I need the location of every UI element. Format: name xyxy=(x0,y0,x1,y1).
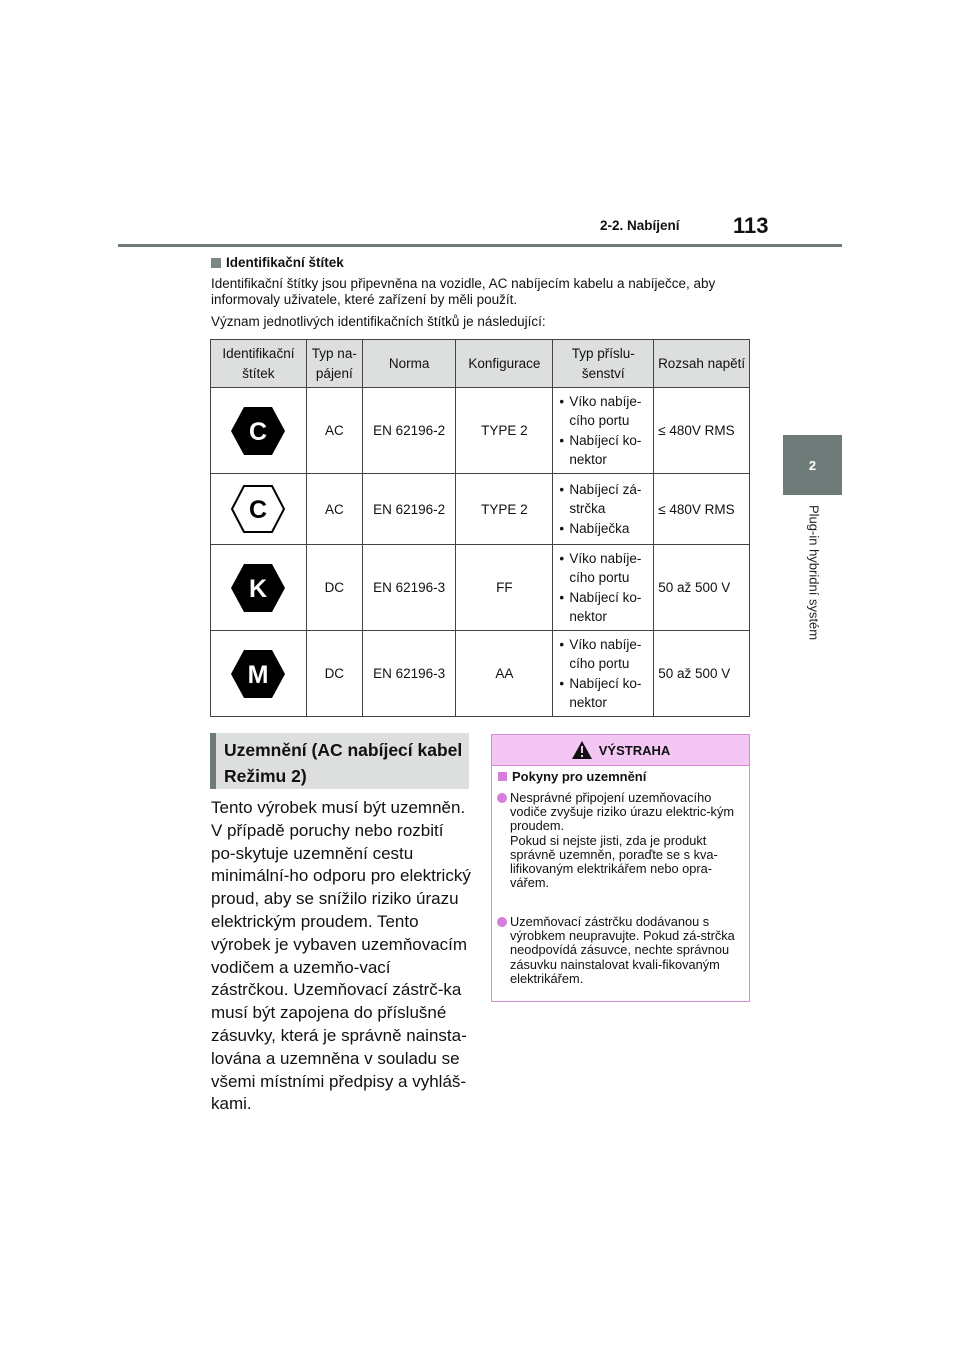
warning-box xyxy=(491,734,750,1002)
warning-label: VÝSTRAHA xyxy=(598,742,671,758)
col-header: Typ na-pájení xyxy=(306,340,362,388)
label-cell xyxy=(211,474,307,545)
power-cell: DC xyxy=(306,545,362,631)
accessory-cell xyxy=(553,474,654,545)
col-header: Konfigurace xyxy=(456,340,553,388)
norm-cell: EN 62196-3 xyxy=(362,545,456,631)
accessory-cell xyxy=(553,545,654,631)
accessory-item: • Nabíjecí ko-nektor xyxy=(559,588,653,627)
accessory-cell xyxy=(553,388,654,474)
round-bullet-icon xyxy=(497,793,507,803)
warning-item xyxy=(510,791,746,890)
table-header-row xyxy=(211,340,750,388)
warning-item xyxy=(510,915,746,986)
hexagon-k-filled-icon xyxy=(230,562,286,614)
range-cell: ≤ 480V RMS xyxy=(654,474,750,545)
power-cell: DC xyxy=(306,631,362,717)
table-row xyxy=(211,388,750,474)
warning-item-text: Uzemňovací zástrčku dodávanou s výrobkem neupravujte. Pokud zá-strčka neodpovídá zásuvce, nechte správnou zásuvku nainstalovat kvali-fikovaným elektrikářem. xyxy=(510,914,735,986)
col-header: Identifikační štítek xyxy=(211,340,307,388)
accessory-cell xyxy=(553,631,654,717)
label-cell xyxy=(211,545,307,631)
hexagon-m-filled-icon xyxy=(230,648,286,700)
label-letter: C xyxy=(249,417,268,446)
power-cell: AC xyxy=(306,388,362,474)
config-cell: TYPE 2 xyxy=(456,474,553,545)
config-cell: AA xyxy=(456,631,553,717)
page-number: 113 xyxy=(733,213,769,238)
section-label: 2-2. Nabíjení xyxy=(600,218,680,233)
range-cell: 50 až 500 V xyxy=(654,545,750,631)
intro-text: Identifikační štítky jsou připevněna na vozidle, AC nabíjecím kabelu a nabíječce, aby informovaly uživatele, které zařízení by měli použít. xyxy=(211,276,716,307)
norm-cell: EN 62196-2 xyxy=(362,388,456,474)
power-cell: AC xyxy=(306,474,362,545)
warning-subheading xyxy=(498,769,646,784)
chapter-title-text: Plug-in hybridní systém xyxy=(806,505,822,641)
warning-item-text: Nesprávné připojení uzemňovacího vodiče zvyšuje riziko úrazu elektric-kým proudem. xyxy=(510,790,735,834)
square-bullet-icon xyxy=(211,258,221,268)
meaning-text: Význam jednotlivých identifikačních štítků je následující: xyxy=(211,314,546,329)
grounding-title-line2: Režimu 2) xyxy=(224,766,307,786)
accessory-item: • Víko nabíje-cího portu xyxy=(559,392,653,431)
range-cell: 50 až 500 V xyxy=(654,631,750,717)
range-cell: ≤ 480V RMS xyxy=(654,388,750,474)
label-table xyxy=(210,339,750,717)
col-header: Typ příslu-šenství xyxy=(553,340,654,388)
label-letter: M xyxy=(248,660,269,689)
round-bullet-icon xyxy=(497,917,507,927)
accessory-item: • Nabíjecí ko-nektor xyxy=(559,674,653,713)
accessory-item: • Nabíjecí ko-nektor xyxy=(559,431,653,470)
chapter-tab[interactable]: 2 xyxy=(783,435,842,495)
accessory-item: • Víko nabíje-cího portu xyxy=(559,549,653,588)
label-cell xyxy=(211,631,307,717)
header-rule xyxy=(118,244,842,247)
warning-header xyxy=(492,735,749,766)
hexagon-c-filled-icon xyxy=(230,405,286,457)
grounding-title-line1: Uzemnění (AC nabíjecí kabel xyxy=(224,740,463,760)
config-cell: FF xyxy=(456,545,553,631)
sub-heading: Identifikační štítek xyxy=(226,255,344,270)
warning-triangle-icon xyxy=(571,740,593,760)
label-letter: K xyxy=(249,574,268,603)
chapter-title xyxy=(804,505,824,645)
accessory-item: • Nabíječka xyxy=(559,519,653,539)
warning-item-text: Pokud si nejste jisti, zda je produkt správně uzemněn, poraďte se s kva-lifikovaným elektrikářem nebo opra-vářem. xyxy=(510,832,718,891)
accessory-item: • Víko nabíje-cího portu xyxy=(559,635,653,674)
label-letter: C xyxy=(249,496,268,524)
norm-cell: EN 62196-3 xyxy=(362,631,456,717)
accessory-item: • Nabíjecí zá-strčka xyxy=(559,480,653,519)
norm-cell: EN 62196-2 xyxy=(362,474,456,545)
col-header: Norma xyxy=(362,340,456,388)
table-row xyxy=(211,545,750,631)
table-row xyxy=(211,631,750,717)
col-header: Rozsah napětí xyxy=(654,340,750,388)
hexagon-c-outline-icon xyxy=(230,483,286,535)
label-cell xyxy=(211,388,307,474)
grounding-body: Tento výrobek musí být uzemněn. V případě poruchy nebo rozbití po-skytuje uzemnění cestu minimální-ho odporu pro elektrický proud, aby se snížilo riziko úrazu elektrickým proudem. Tento výrobek je vybaven uzemňovacím vodičem a uzemňo-vací zástrčkou. Uzemňovací zástrč-ka musí být zapojena do příslušné zásuvky, která je správně nainsta-lována a uzemněna v souladu se všemi místními předpisy a vyhláš-kami. xyxy=(211,798,471,1114)
grounding-heading xyxy=(210,733,469,789)
config-cell: TYPE 2 xyxy=(456,388,553,474)
warning-subheading-text: Pokyny pro uzemnění xyxy=(512,769,647,784)
square-bullet-icon xyxy=(498,772,507,781)
table-row xyxy=(211,474,750,545)
